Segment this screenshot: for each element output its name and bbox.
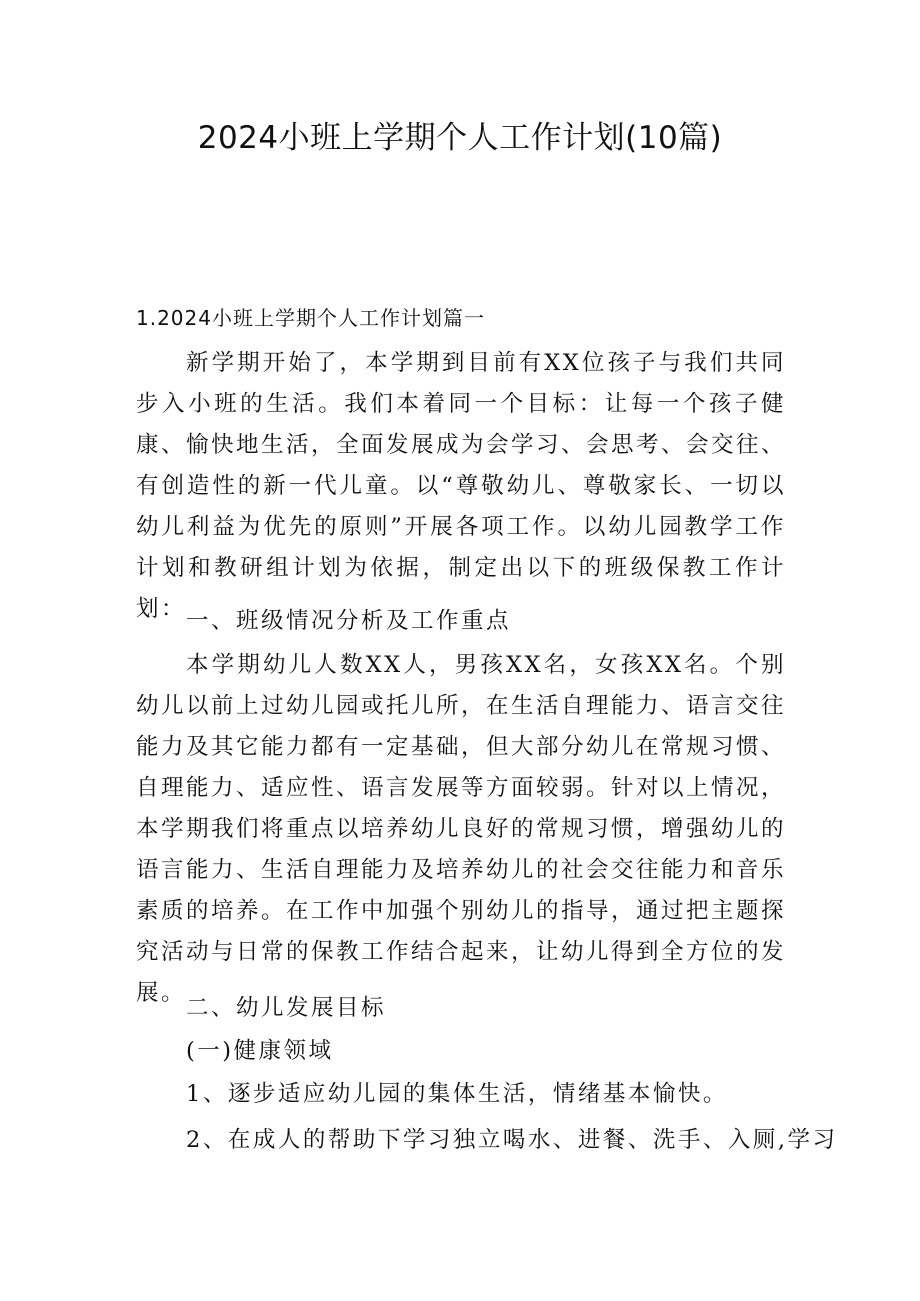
section-heading: 1.2024小班上学期个人工作计划篇一 (136, 306, 485, 330)
heading-class-analysis: 一、班级情况分析及工作重点 (186, 608, 512, 634)
document-title: 2024小班上学期个人工作计划(10篇) (197, 120, 723, 156)
subheading-health-domain: (一)健康领域 (186, 1038, 334, 1064)
list-item: 2、在成人的帮助下学习独立喝水、进餐、洗手、入厕,学习 (186, 1127, 838, 1153)
paragraph-class-analysis: 本学期幼儿人数XX人，男孩XX名，女孩XX名。个别幼儿以前上过幼儿园或托儿所，在生活自理能力、语言交往能力及其它能力都有一定基础，但大部分幼儿在常规习惯、自理能力、适应性、语言发展等方面较弱。针对以上情况，本学期我们将重点以培养幼儿良好的常规习惯，增强幼儿的语言能力、生活自理能力及培养幼儿的社会交往能力和音乐素质的培养。在工作中加强个别幼儿的指导，通过把主题探究活动与日常的保教工作结合起来，让幼儿得到全方位的发展。 (136, 652, 787, 1006)
list-item: 1、逐步适应幼儿园的集体生活，情绪基本愉快。 (186, 1081, 728, 1107)
heading-development-goals: 二、幼儿发展目标 (186, 995, 387, 1021)
paragraph-intro: 新学期开始了，本学期到目前有XX位孩子与我们共同步入小班的生活。我们本着同一个目标：让每一个孩子健康、愉快地生活，全面发展成为会学习、会思考、会交往、有创造性的新一代儿童。以“尊敬幼儿、尊敬家长、一切以幼儿利益为优先的原则”开展各项工作。以幼儿园教学工作计划和教研组计划为依据，制定出以下的班级保教工作计划： (136, 350, 787, 622)
